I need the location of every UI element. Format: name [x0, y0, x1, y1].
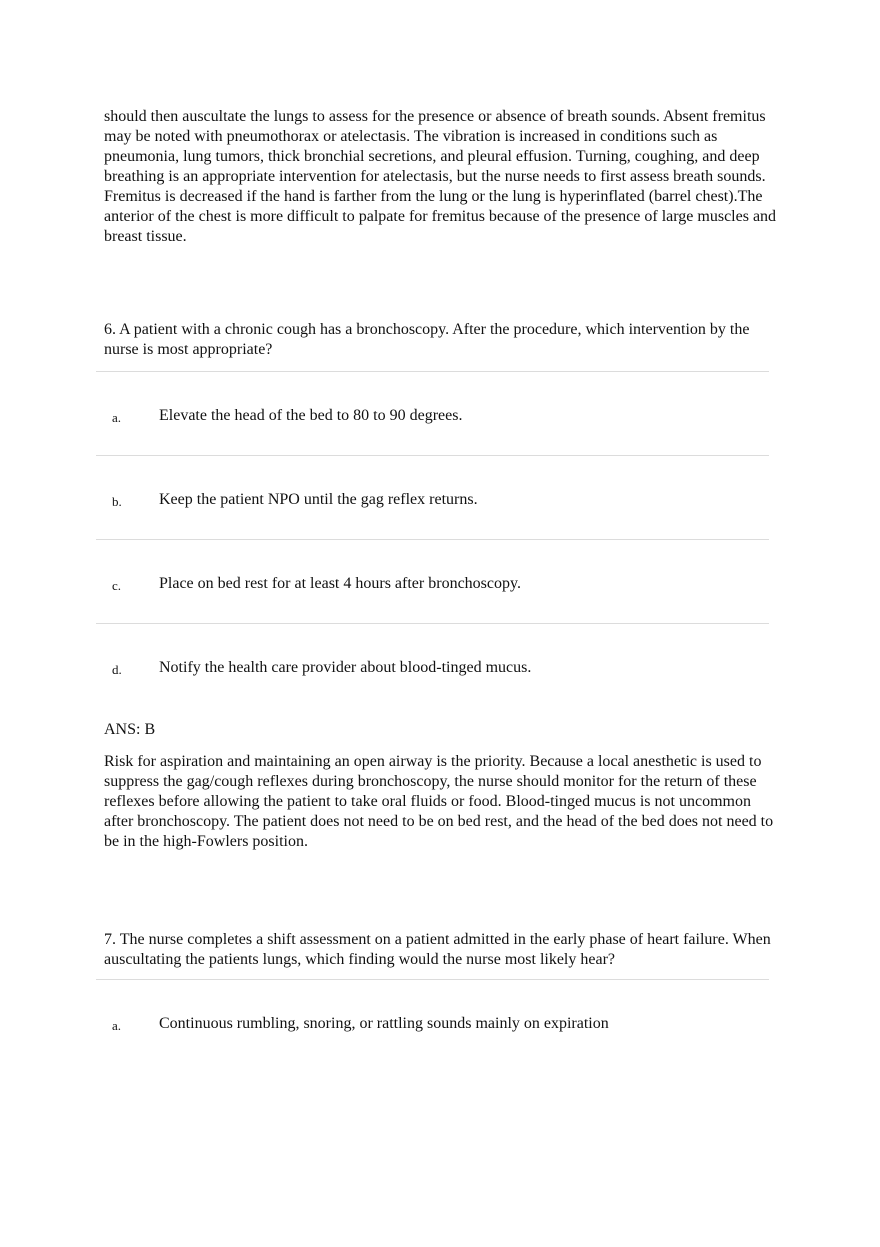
question-6-option-c	[104, 574, 774, 598]
question-6-option-d	[104, 658, 774, 682]
divider	[96, 371, 769, 372]
option-text: Place on bed rest for at least 4 hours after bronchoscopy.	[159, 575, 521, 592]
option-letter: a.	[112, 1018, 122, 1033]
divider	[96, 623, 769, 624]
question-6-option-a	[104, 406, 774, 430]
option-text: Elevate the head of the bed to 80 to 90 degrees.	[159, 407, 463, 424]
option-text: Keep the patient NPO until the gag reflex returns.	[159, 491, 478, 508]
question-6-option-b	[104, 490, 774, 514]
option-text: Notify the health care provider about blood-tinged mucus.	[159, 659, 532, 676]
divider	[96, 455, 769, 456]
question-6-stem: 6. A patient with a chronic cough has a bronchoscopy. After the procedure, which intervention by the nurse is most appropriate?	[104, 321, 750, 358]
option-letter: b.	[112, 494, 122, 509]
question-6-answer: ANS: B	[104, 721, 156, 738]
option-letter: a.	[112, 410, 122, 425]
question-7-option-a	[104, 1014, 774, 1038]
option-letter: c.	[112, 578, 122, 593]
divider	[96, 539, 769, 540]
divider	[96, 979, 769, 980]
option-text: Continuous rumbling, snoring, or rattling sounds mainly on expiration	[159, 1015, 609, 1032]
question-6-rationale: Risk for aspiration and maintaining an open airway is the priority. Because a local anesthetic is used to suppress the gag/cough reflexes during bronchoscopy, the nurse should monitor for the return of these reflexes before allowing the patient to take oral fluids or food. Blood-tinged mucus is not uncommon after bronchoscopy. The patient does not need to be on bed rest, and the head of the bed does not need to be in the high-Fowlers position.	[104, 753, 774, 850]
option-letter: d.	[112, 662, 122, 677]
rationale-paragraph-q5: should then auscultate the lungs to assess for the presence or absence of breath sounds. Absent fremitus may be noted with pneumothorax or atelectasis. The vibration is increased in conditions such as pneumonia, lung tumors, thick bronchial secretions, and pleural effusion. Turning, coughing, and deep breathing is an appropriate intervention for atelectasis, but the nurse needs to first assess breath sounds. Fremitus is decreased if the hand is farther from the lung or the lung is hyperinflated (barrel chest).The anterior of the chest is more difficult to palpate for fremitus because of the presence of large muscles and breast tissue.	[104, 108, 777, 245]
question-7-stem: 7. The nurse completes a shift assessment on a patient admitted in the early phase of heart failure. When auscultating the patients lungs, which finding would the nurse most likely hear?	[104, 931, 771, 968]
